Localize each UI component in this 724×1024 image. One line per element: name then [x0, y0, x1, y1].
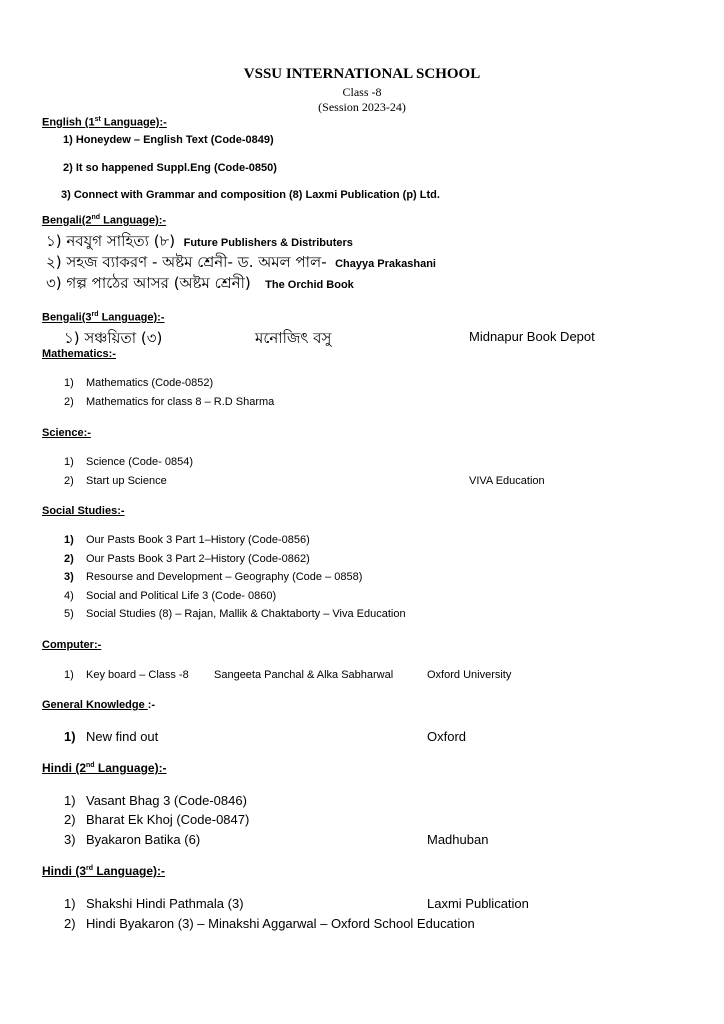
hindi3-item-1-num: 1) [64, 896, 76, 911]
computer-item: Key board – Class -8 [86, 669, 189, 681]
bengali2-heading: Bengali(2nd Language):- [42, 214, 167, 227]
bengali3-item: ১) সঞ্চয়িতা (৩) [64, 329, 163, 347]
social-item-3-num: 3) [64, 571, 74, 583]
computer-publisher: Oxford University [427, 669, 512, 681]
hindi3-heading: Hindi (3rd Language):- [42, 864, 165, 878]
hindi2-item-3-num: 3) [64, 832, 76, 847]
social-item-4-num: 4) [64, 590, 74, 602]
computer-item-num: 1) [64, 669, 74, 681]
social-item-5-num: 5) [64, 608, 74, 620]
math-item-2: Mathematics for class 8 – R.D Sharma [86, 396, 275, 408]
math-item-1-num: 1) [64, 377, 74, 389]
hindi2-item-3-publisher: Madhuban [427, 832, 489, 847]
math-item-1: Mathematics (Code-0852) [86, 377, 214, 389]
english-item-3: 3) Connect with Grammar and composition (8) Laxmi Publication (p) Ltd. [61, 189, 440, 201]
bengali2-item-2: ২) সহজ ব্যাকরণ - অষ্টম শ্রেনী- ড. অমল পাল- Chayya Prakashani [46, 253, 436, 271]
bengali2-item-3: ৩) গল্প পাঠের আসর (অষ্টম শ্রেনী) The Orchid Book [46, 274, 354, 292]
session-label: (Session 2023-24) [318, 100, 406, 114]
hindi2-heading: Hindi (2nd Language):- [42, 761, 167, 775]
hindi3-item-2-num: 2) [64, 916, 76, 931]
class-label: Class -8 [342, 85, 382, 99]
english-item-1: 1) Honeydew – English Text (Code-0849) [63, 134, 274, 146]
bengali3-heading: Bengali(3rd Language):- [42, 311, 165, 324]
hindi2-item-1-num: 1) [64, 793, 76, 808]
science-item-2-num: 2) [64, 475, 74, 487]
bengali2-item-1: ১) নবযুগ সাহিত্য (৮) Future Publishers & Distributers [46, 232, 353, 250]
social-item-1-num: 1) [64, 534, 74, 546]
hindi3-item-1-publisher: Laxmi Publication [427, 896, 529, 911]
hindi2-item-1: Vasant Bhag 3 (Code-0846) [86, 793, 247, 808]
hindi2-item-3: Byakaron Batika (6) [86, 832, 201, 847]
social-item-4: Social and Political Life 3 (Code- 0860) [86, 590, 277, 602]
english-item-2: 2) It so happened Suppl.Eng (Code-0850) [63, 162, 277, 174]
hindi2-item-2-num: 2) [64, 812, 76, 827]
social-item-5: Social Studies (8) – Rajan, Mallik & Chaktaborty – Viva Education [86, 608, 406, 620]
social-item-2-num: 2) [64, 553, 74, 565]
gk-publisher: Oxford [427, 729, 467, 744]
science-item-1: Science (Code- 0854) [86, 456, 194, 468]
hindi2-item-2: Bharat Ek Khoj (Code-0847) [86, 812, 250, 827]
bengali3-author: মনোজিৎ বসু [255, 329, 332, 347]
science-heading: Science:- [42, 427, 91, 439]
hindi3-item-1: Shakshi Hindi Pathmala (3) [86, 896, 244, 911]
social-item-2: Our Pasts Book 3 Part 2–History (Code-0862) [86, 553, 310, 565]
mathematics-heading: Mathematics:- [42, 348, 116, 360]
english-heading: English (1st Language):- [42, 116, 167, 129]
science-item-2-publisher: VIVA Education [469, 475, 545, 487]
math-item-2-num: 2) [64, 396, 74, 408]
gk-item: New find out [86, 729, 159, 744]
hindi3-item-2: Hindi Byakaron (3) – Minakshi Aggarwal – Oxford School Education [86, 916, 475, 931]
social-item-1: Our Pasts Book 3 Part 1–History (Code-0856) [86, 534, 310, 546]
bengali3-publisher: Midnapur Book Depot [469, 329, 595, 344]
school-title: VSSU INTERNATIONAL SCHOOL [243, 66, 481, 82]
social-item-3: Resourse and Development – Geography (Code – 0858) [86, 571, 363, 583]
science-item-1-num: 1) [64, 456, 74, 468]
computer-heading: Computer:- [42, 639, 102, 651]
computer-authors: Sangeeta Panchal & Alka Sabharwal [214, 669, 394, 681]
gk-heading: General Knowledge :- [42, 699, 156, 711]
gk-item-num: 1) [64, 729, 76, 744]
social-heading: Social Studies:- [42, 505, 125, 517]
science-item-2: Start up Science [86, 475, 167, 487]
